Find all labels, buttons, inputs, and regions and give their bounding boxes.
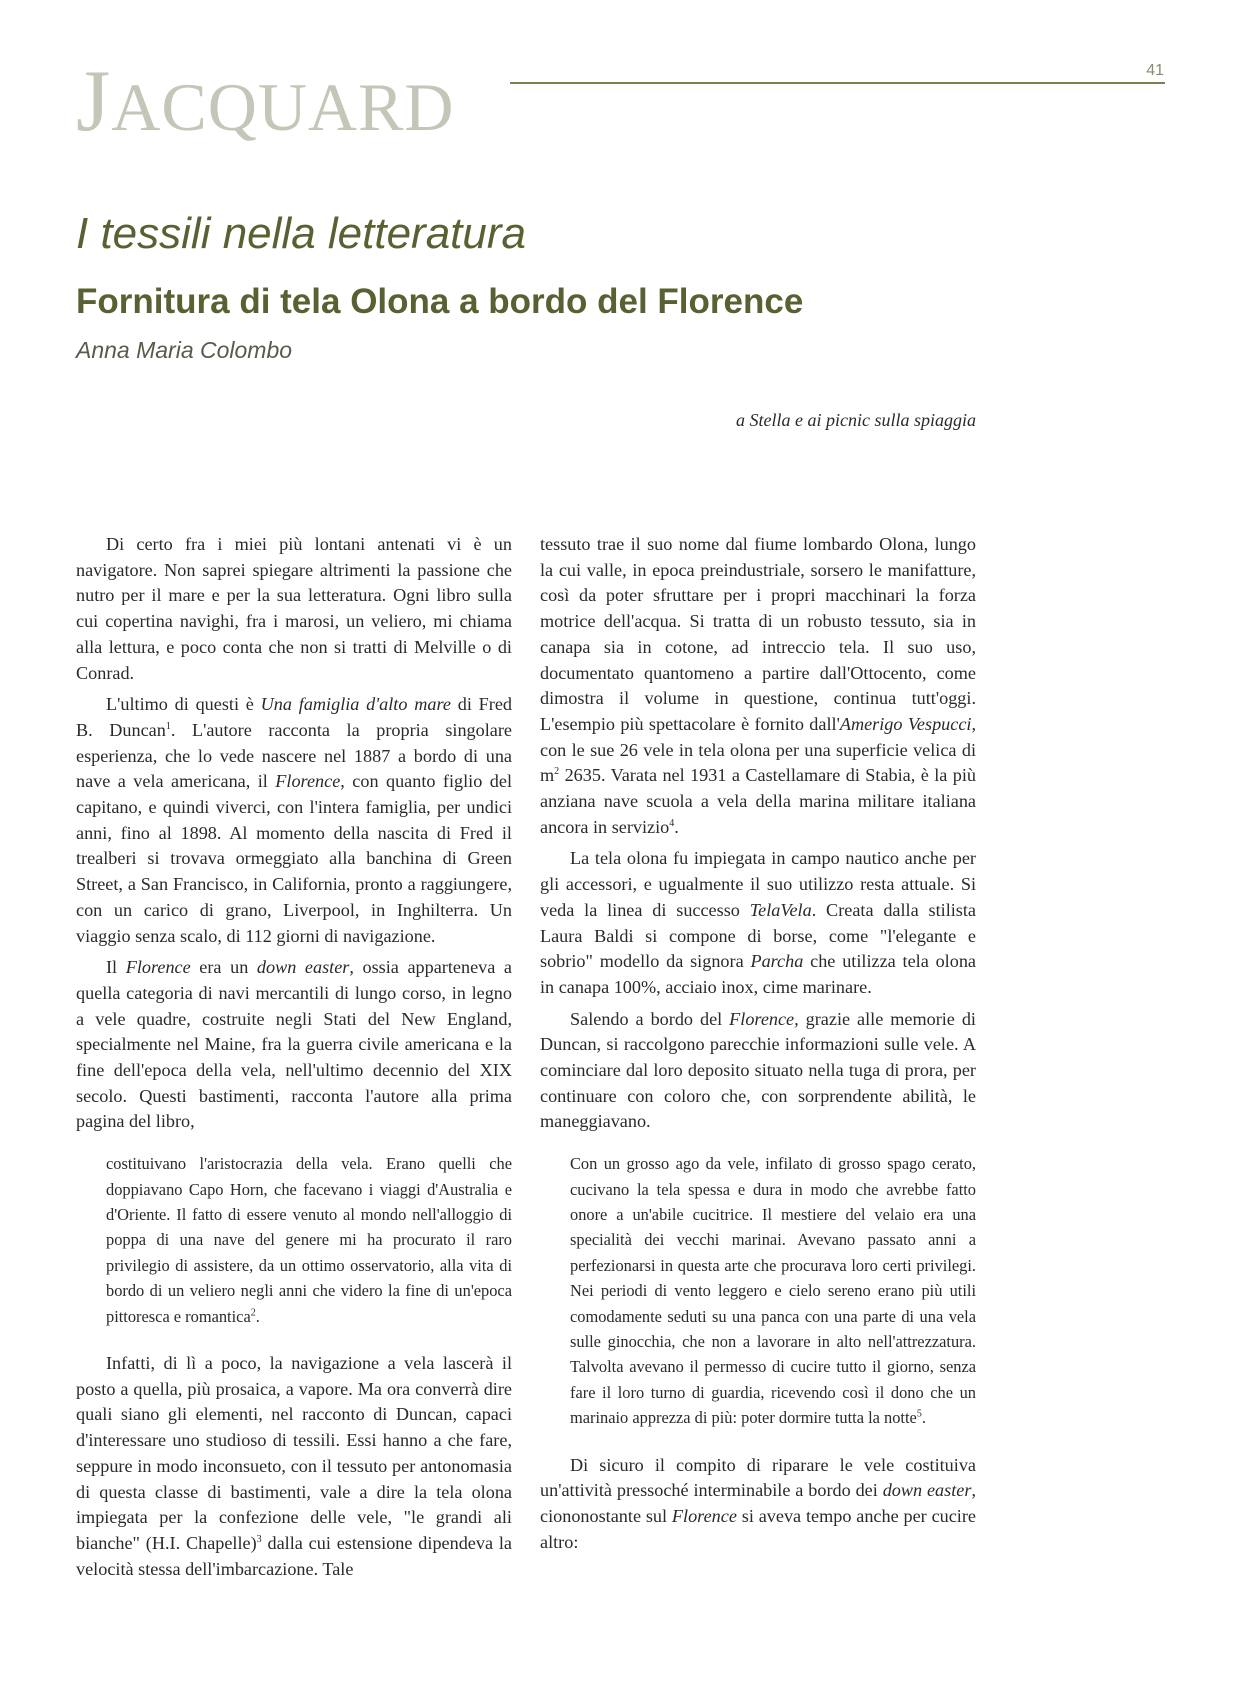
paragraph: L'ultimo di questi è Una famiglia d'alto mare di Fred B. Duncan$^1$. L'autore racconta la propria singolare esperienza, che lo vede nascere nel 1887 a bordo di una nave a vela americana, il Florence, con quanto figlio del capitano, e quindi viverci, con l'intera famiglia, per undici anni, fino al 1898. Al momento della nascita di Fred il trealberi si trovava ormeggiato alla banchina di Green Street, a San Francisco, in California, pronto a raggiungere, con un carico di grano, Liverpool, in Inghilterra. Un viaggio senza scalo, di 112 giorni di navigazione. [76, 694, 512, 946]
paragraph: La tela olona fu impiegata in campo nautico anche per gli accessori, e ugualmente il suo utilizzo resta attuale. Si veda la linea di successo TelaVela. Creata dalla stilista Laura Baldi si compone di borse, come "l'elegante e sobrio" modello da signora Parcha che utilizza tela olona in canapa 100%, acciaio inox, cime marinare. [540, 848, 976, 997]
paragraph: Salendo a bordo del Florence, grazie alle memorie di Duncan, si raccolgono parecchie informazioni sulle vele. A cominciare dal loro deposito situato nella tuga di prora, per continuare con coloro che, con sorprendente abilità, le maneggiavano. [540, 1008, 976, 1132]
article-author: Anna Maria Colombo [76, 337, 293, 363]
paragraph: Di sicuro il compito di riparare le vele costituiva un'attività pressoché interminabile a bordo dei down easter, ciononostante sul Florence si aveva tempo anche per cucire altro: [540, 1454, 976, 1552]
footnote-ref: 2 [250, 1307, 256, 1319]
right-column [540, 532, 976, 1561]
footnote-ref: 5 [916, 1408, 922, 1420]
footnote-ref: 3 [256, 1533, 262, 1545]
block-quote: costituivano l'aristocrazia della vela. Erano quelli che doppiavano Capo Horn, che facevano i viaggi d'Australia e d'Oriente. Il fatto di essere venuto al mondo nell'alloggio di poppa di una nave del genere mi ha procurato il raro privilegio di assistere, da un ottimo osservatorio, alla vita di bordo di un veliero negli anni che videro la fine di un'epoca pittoresca e romantica$^2$. [106, 1154, 512, 1326]
article-title: Fornitura di tela Olona a bordo del Florence [76, 282, 804, 321]
journal-masthead [76, 53, 455, 150]
dedication: a Stella e ai picnic sulla spiaggia [736, 410, 976, 430]
footnote-ref: 1 [165, 720, 171, 732]
left-column [76, 532, 512, 1588]
masthead-initial: J [76, 53, 112, 150]
paragraph: tessuto trae il suo nome dal fiume lombardo Olona, lungo la cui valle, in epoca preindustriale, sorsero le manifatture, così da poter sfruttare per i propri macchinari la forza motrice dell'acqua. Si tratta di un robusto tessuto, sia in canapa sia in cotone, ad intreccio tela. Il suo uso, documentato quantomeno a partire dall'Ottocento, come dimostra il volume in questione, continua tutt'oggi. L'esempio più spettacolare è fornito dall'Amerigo Vespucci, con le sue 26 vele in tela olona per una superficie velica di $m^2$ 2635. Varata nel 1931 a Castellamare di Stabia, è la più anziana nave scuola a vela della marina militare italiana ancora in servizio$^4$. [540, 534, 976, 837]
footnote-ref: 4 [669, 817, 675, 829]
page-number: 41 [1146, 62, 1164, 79]
section-title: I tessili nella letteratura [76, 209, 526, 258]
paragraph: Di certo fra i miei più lontani antenati vi è un navigatore. Non saprei spiegare altrimenti la passione che nutro per il mare e per la sua letteratura. Ogni libro sulla cui copertina navighi, fra i marosi, un veliero, mi chiama alla lettura, e poco conta che non si tratti di Melville o di Conrad. [76, 534, 512, 683]
masthead-rest: ACQUARD [111, 69, 455, 145]
paragraph: Infatti, di lì a poco, la navigazione a vela lascerà il posto a quella, più prosaica, a vapore. Ma ora converrà dire quali siano gli elementi, nel racconto di Duncan, capaci d'interessare uno studioso di tessili. Essi hanno a che fare, seppure in modo inconsueto, con il tessuto per antonomasia di questa classe di bastimenti, vale a dire la tela olona impiegata per la confezione delle vele, "le grandi ali bianche" (H.I. Chapelle)$^3$ dalla cui estensione dipendeva la velocità stessa dell'imbarcazione. Tale [76, 1353, 512, 1579]
paragraph: Il Florence era un down easter, ossia apparteneva a quella categoria di navi mercantili di lungo corso, in legno a vele quadre, costruite negli Stati del New England, specialmente nel Maine, fra la guerra civile americana e la fine dell'epoca della vela, nell'ultimo decennio del XIX secolo. Questi bastimenti, racconta l'autore alla prima pagina del libro, [76, 957, 512, 1132]
header-rule [510, 82, 1165, 84]
block-quote: Con un grosso ago da vele, infilato di grosso spago cerato, cucivano la tela spessa e dura in modo che avrebbe fatto onore a un'abile cucitrice. Il mestiere del velaio era una specialità dei vecchi marinai. Avevano passato anni a perfezionarsi in questa arte che procurava loro certi privilegi. Nei periodi di vento leggero e cielo sereno erano più utili comodamente seduti su una panca con una parte di una vela sulle ginocchia, che non a lavorare in alto nell'attrezzatura. Talvolta avevano il permesso di cucire tutto il giorno, senza fare il loro turno di guardia, ricevendo così il dono che un marinaio apprezza di più: poter dormire tutta la notte$^5$. [570, 1154, 976, 1428]
